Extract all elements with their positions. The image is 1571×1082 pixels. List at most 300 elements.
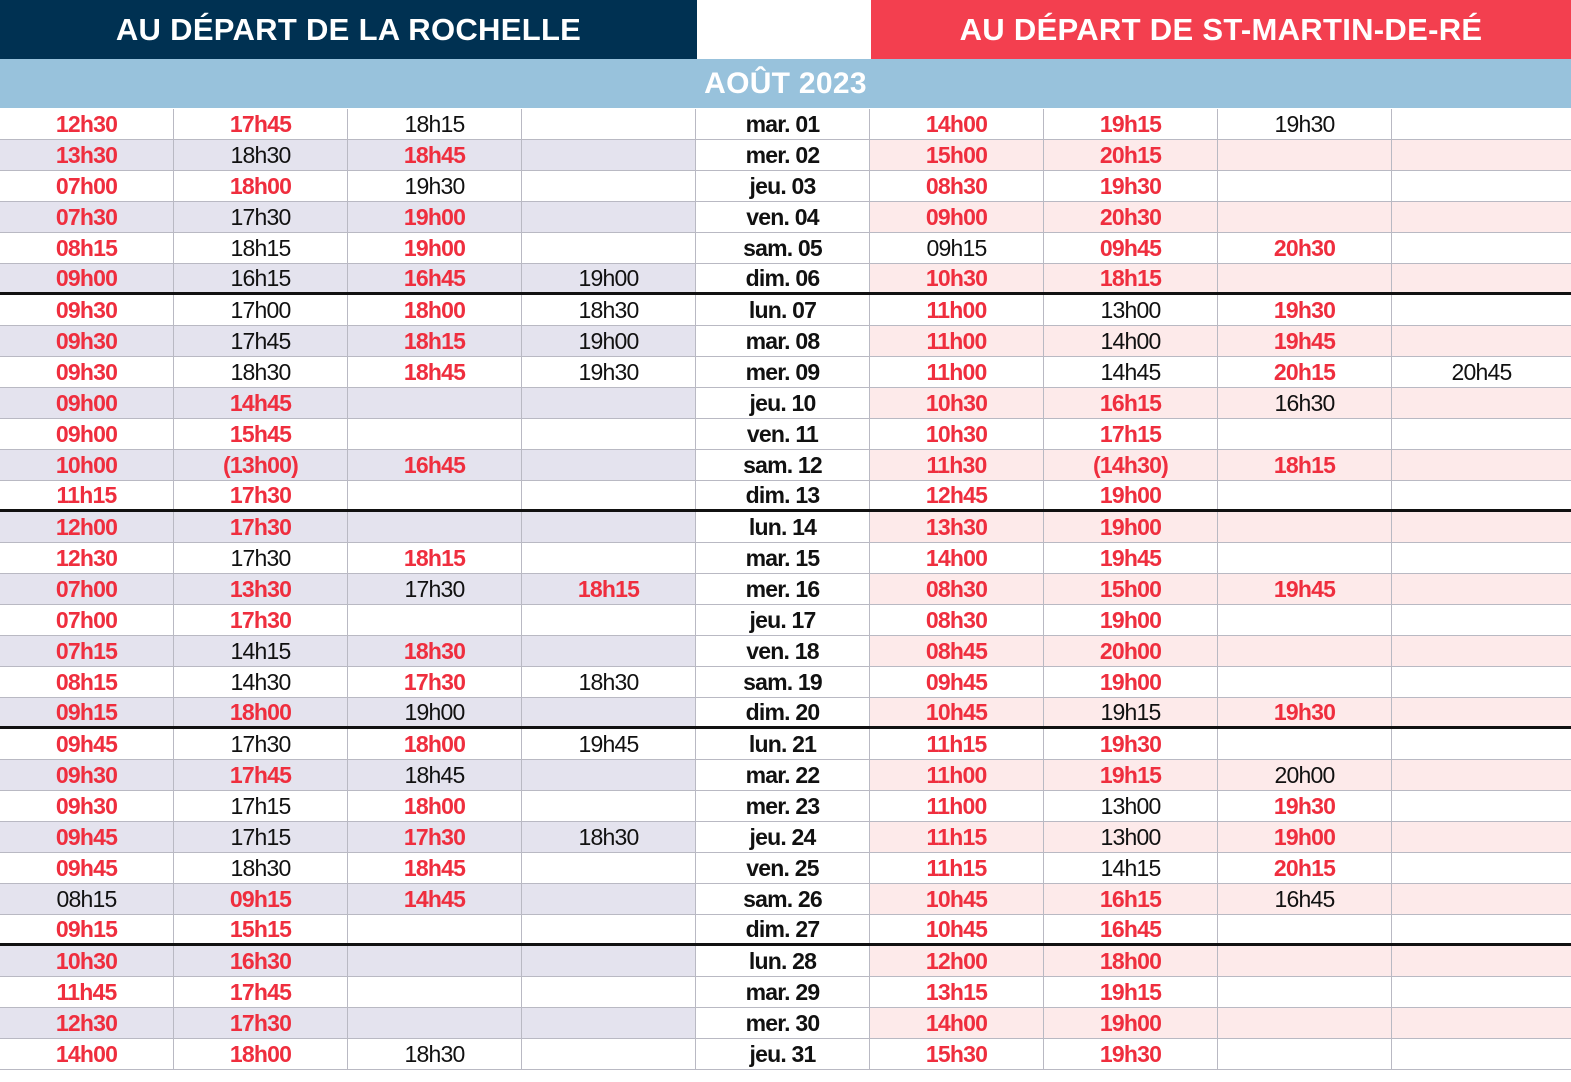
st-martin-departure-cell: 19h00 bbox=[1044, 512, 1218, 542]
la-rochelle-departure-cell: 17h15 bbox=[174, 822, 348, 852]
la-rochelle-departure-cell: 14h15 bbox=[174, 636, 348, 666]
st-martin-departure-cell bbox=[1218, 977, 1392, 1007]
la-rochelle-departure-cell: 18h00 bbox=[348, 295, 522, 325]
st-martin-departure-cell: 10h30 bbox=[870, 264, 1044, 292]
la-rochelle-departure-cell bbox=[348, 915, 522, 943]
la-rochelle-departure-cell: 17h30 bbox=[174, 605, 348, 635]
la-rochelle-departure-cell: 18h30 bbox=[522, 822, 696, 852]
date-cell: lun. 07 bbox=[696, 295, 870, 325]
header-st-martin-de-re: AU DÉPART DE ST-MARTIN-DE-RÉ bbox=[871, 0, 1571, 59]
st-martin-departure-cell: 09h15 bbox=[870, 233, 1044, 263]
st-martin-departure-cell: 20h00 bbox=[1218, 760, 1392, 790]
table-row bbox=[0, 822, 1571, 853]
st-martin-departure-cell: 11h00 bbox=[870, 791, 1044, 821]
la-rochelle-departure-cell: 18h15 bbox=[348, 109, 522, 139]
date-cell: mar. 29 bbox=[696, 977, 870, 1007]
st-martin-departure-cell bbox=[1392, 574, 1571, 604]
st-martin-departure-cell: 19h15 bbox=[1044, 760, 1218, 790]
la-rochelle-departure-cell: 17h30 bbox=[174, 729, 348, 759]
la-rochelle-departure-cell bbox=[522, 698, 696, 726]
st-martin-departure-cell: 13h00 bbox=[1044, 822, 1218, 852]
st-martin-departure-cell: 19h15 bbox=[1044, 698, 1218, 726]
table-row bbox=[0, 140, 1571, 171]
la-rochelle-departure-cell: 17h30 bbox=[348, 574, 522, 604]
la-rochelle-departure-cell: 08h15 bbox=[0, 884, 174, 914]
la-rochelle-departure-cell bbox=[522, 946, 696, 976]
table-row bbox=[0, 915, 1571, 946]
st-martin-departure-cell bbox=[1392, 760, 1571, 790]
st-martin-departure-cell: 16h15 bbox=[1044, 884, 1218, 914]
la-rochelle-departure-cell bbox=[522, 915, 696, 943]
la-rochelle-departure-cell: 17h45 bbox=[174, 326, 348, 356]
st-martin-departure-cell bbox=[1392, 295, 1571, 325]
la-rochelle-departure-cell: 12h30 bbox=[0, 543, 174, 573]
la-rochelle-departure-cell: 14h45 bbox=[174, 388, 348, 418]
la-rochelle-departure-cell: 17h30 bbox=[348, 822, 522, 852]
st-martin-departure-cell bbox=[1392, 388, 1571, 418]
table-row bbox=[0, 574, 1571, 605]
st-martin-departure-cell: 13h00 bbox=[1044, 791, 1218, 821]
la-rochelle-departure-cell: 08h15 bbox=[0, 233, 174, 263]
st-martin-departure-cell: 15h00 bbox=[1044, 574, 1218, 604]
st-martin-departure-cell: 11h15 bbox=[870, 853, 1044, 883]
la-rochelle-departure-cell: 09h00 bbox=[0, 419, 174, 449]
la-rochelle-departure-cell: 07h15 bbox=[0, 636, 174, 666]
st-martin-departure-cell: 08h30 bbox=[870, 171, 1044, 201]
date-cell: jeu. 03 bbox=[696, 171, 870, 201]
la-rochelle-departure-cell: 17h00 bbox=[174, 295, 348, 325]
la-rochelle-departure-cell bbox=[522, 760, 696, 790]
la-rochelle-departure-cell: 09h15 bbox=[0, 698, 174, 726]
st-martin-departure-cell: 19h45 bbox=[1044, 543, 1218, 573]
st-martin-departure-cell bbox=[1218, 481, 1392, 509]
st-martin-departure-cell bbox=[1392, 264, 1571, 292]
date-cell: mar. 01 bbox=[696, 109, 870, 139]
table-row bbox=[0, 760, 1571, 791]
table-row bbox=[0, 326, 1571, 357]
la-rochelle-departure-cell bbox=[522, 109, 696, 139]
st-martin-departure-cell: 19h15 bbox=[1044, 977, 1218, 1007]
table-row bbox=[0, 946, 1571, 977]
la-rochelle-departure-cell: 19h00 bbox=[348, 233, 522, 263]
st-martin-departure-cell bbox=[1218, 1039, 1392, 1069]
la-rochelle-departure-cell bbox=[522, 419, 696, 449]
la-rochelle-departure-cell bbox=[348, 419, 522, 449]
st-martin-departure-cell: 09h00 bbox=[870, 202, 1044, 232]
la-rochelle-departure-cell: 18h00 bbox=[174, 171, 348, 201]
la-rochelle-departure-cell: 14h45 bbox=[348, 884, 522, 914]
st-martin-departure-cell bbox=[1392, 109, 1571, 139]
date-cell: mer. 09 bbox=[696, 357, 870, 387]
st-martin-departure-cell: 16h45 bbox=[1044, 915, 1218, 943]
table-row bbox=[0, 171, 1571, 202]
st-martin-departure-cell bbox=[1218, 543, 1392, 573]
la-rochelle-departure-cell: 17h30 bbox=[174, 512, 348, 542]
table-row bbox=[0, 884, 1571, 915]
la-rochelle-departure-cell: 14h00 bbox=[0, 1039, 174, 1069]
st-martin-departure-cell bbox=[1392, 605, 1571, 635]
date-cell: sam. 19 bbox=[696, 667, 870, 697]
la-rochelle-departure-cell: 18h30 bbox=[174, 357, 348, 387]
la-rochelle-departure-cell bbox=[522, 512, 696, 542]
st-martin-departure-cell: 08h30 bbox=[870, 605, 1044, 635]
table-row bbox=[0, 357, 1571, 388]
la-rochelle-departure-cell: 09h30 bbox=[0, 326, 174, 356]
date-cell: lun. 14 bbox=[696, 512, 870, 542]
st-martin-departure-cell: 20h00 bbox=[1044, 636, 1218, 666]
la-rochelle-departure-cell: 13h30 bbox=[174, 574, 348, 604]
st-martin-departure-cell bbox=[1218, 419, 1392, 449]
la-rochelle-departure-cell bbox=[522, 202, 696, 232]
la-rochelle-departure-cell: 17h45 bbox=[174, 109, 348, 139]
st-martin-departure-cell: 16h45 bbox=[1218, 884, 1392, 914]
month-title: AOÛT 2023 bbox=[0, 59, 1571, 108]
la-rochelle-departure-cell: 09h30 bbox=[0, 760, 174, 790]
st-martin-departure-cell: 19h30 bbox=[1044, 1039, 1218, 1069]
date-cell: jeu. 24 bbox=[696, 822, 870, 852]
la-rochelle-departure-cell: 17h30 bbox=[174, 543, 348, 573]
table-row bbox=[0, 233, 1571, 264]
st-martin-departure-cell: 19h00 bbox=[1044, 667, 1218, 697]
st-martin-departure-cell: 20h15 bbox=[1218, 357, 1392, 387]
st-martin-departure-cell: 11h00 bbox=[870, 295, 1044, 325]
la-rochelle-departure-cell: 18h00 bbox=[174, 698, 348, 726]
la-rochelle-departure-cell bbox=[522, 884, 696, 914]
st-martin-departure-cell: 13h00 bbox=[1044, 295, 1218, 325]
la-rochelle-departure-cell: 17h30 bbox=[348, 667, 522, 697]
la-rochelle-departure-cell: 17h45 bbox=[174, 977, 348, 1007]
la-rochelle-departure-cell: 18h45 bbox=[348, 853, 522, 883]
la-rochelle-departure-cell: 09h30 bbox=[0, 295, 174, 325]
st-martin-departure-cell: 10h30 bbox=[870, 419, 1044, 449]
la-rochelle-departure-cell bbox=[522, 233, 696, 263]
st-martin-departure-cell: 12h45 bbox=[870, 481, 1044, 509]
la-rochelle-departure-cell: 19h00 bbox=[348, 698, 522, 726]
la-rochelle-departure-cell: 15h15 bbox=[174, 915, 348, 943]
date-cell: dim. 06 bbox=[696, 264, 870, 292]
schedule-table bbox=[0, 109, 1571, 1070]
st-martin-departure-cell bbox=[1392, 667, 1571, 697]
st-martin-departure-cell: 10h45 bbox=[870, 915, 1044, 943]
st-martin-departure-cell bbox=[1392, 202, 1571, 232]
st-martin-departure-cell: 11h15 bbox=[870, 822, 1044, 852]
la-rochelle-departure-cell bbox=[348, 946, 522, 976]
st-martin-departure-cell bbox=[1392, 729, 1571, 759]
la-rochelle-departure-cell: 09h45 bbox=[0, 822, 174, 852]
la-rochelle-departure-cell: 18h30 bbox=[174, 140, 348, 170]
st-martin-departure-cell: 19h00 bbox=[1044, 481, 1218, 509]
date-cell: ven. 25 bbox=[696, 853, 870, 883]
table-row bbox=[0, 264, 1571, 295]
date-cell: dim. 27 bbox=[696, 915, 870, 943]
st-martin-departure-cell bbox=[1218, 605, 1392, 635]
st-martin-departure-cell: 12h00 bbox=[870, 946, 1044, 976]
la-rochelle-departure-cell bbox=[522, 171, 696, 201]
table-row bbox=[0, 295, 1571, 326]
st-martin-departure-cell: 19h30 bbox=[1044, 729, 1218, 759]
st-martin-departure-cell: 11h00 bbox=[870, 326, 1044, 356]
st-martin-departure-cell: 20h15 bbox=[1218, 853, 1392, 883]
st-martin-departure-cell: 10h30 bbox=[870, 388, 1044, 418]
st-martin-departure-cell bbox=[1392, 853, 1571, 883]
la-rochelle-departure-cell: 18h15 bbox=[522, 574, 696, 604]
st-martin-departure-cell bbox=[1392, 946, 1571, 976]
la-rochelle-departure-cell: 18h30 bbox=[348, 1039, 522, 1069]
la-rochelle-departure-cell: 18h00 bbox=[174, 1039, 348, 1069]
st-martin-departure-cell bbox=[1392, 481, 1571, 509]
st-martin-departure-cell bbox=[1392, 140, 1571, 170]
st-martin-departure-cell: 10h45 bbox=[870, 884, 1044, 914]
la-rochelle-departure-cell: 18h00 bbox=[348, 791, 522, 821]
st-martin-departure-cell: 19h30 bbox=[1044, 171, 1218, 201]
st-martin-departure-cell bbox=[1218, 264, 1392, 292]
st-martin-departure-cell bbox=[1218, 140, 1392, 170]
st-martin-departure-cell: 20h45 bbox=[1451, 358, 1512, 385]
la-rochelle-departure-cell: 08h15 bbox=[0, 667, 174, 697]
st-martin-departure-cell: 19h30 bbox=[1218, 295, 1392, 325]
la-rochelle-departure-cell: 17h30 bbox=[174, 202, 348, 232]
la-rochelle-departure-cell bbox=[348, 512, 522, 542]
st-martin-departure-cell bbox=[1392, 450, 1571, 480]
la-rochelle-departure-cell: 09h15 bbox=[0, 915, 174, 943]
st-martin-departure-cell: 19h15 bbox=[1044, 109, 1218, 139]
la-rochelle-departure-cell bbox=[522, 543, 696, 573]
date-cell: jeu. 10 bbox=[696, 388, 870, 418]
la-rochelle-departure-cell bbox=[522, 977, 696, 1007]
st-martin-departure-cell: 19h30 bbox=[1218, 791, 1392, 821]
st-martin-departure-cell: 19h45 bbox=[1218, 574, 1392, 604]
st-martin-departure-cell: 08h30 bbox=[870, 574, 1044, 604]
st-martin-departure-cell: 11h00 bbox=[870, 760, 1044, 790]
la-rochelle-departure-cell: 18h30 bbox=[348, 636, 522, 666]
st-martin-departure-cell: 08h45 bbox=[870, 636, 1044, 666]
la-rochelle-departure-cell: 13h30 bbox=[0, 140, 174, 170]
la-rochelle-departure-cell: 18h15 bbox=[174, 233, 348, 263]
st-martin-departure-cell: 20h15 bbox=[1044, 140, 1218, 170]
table-row bbox=[0, 450, 1571, 481]
la-rochelle-departure-cell bbox=[522, 605, 696, 635]
st-martin-departure-cell: 17h15 bbox=[1044, 419, 1218, 449]
st-martin-departure-cell: 15h00 bbox=[870, 140, 1044, 170]
la-rochelle-departure-cell: 09h30 bbox=[0, 791, 174, 821]
st-martin-departure-cell: 20h30 bbox=[1218, 233, 1392, 263]
st-martin-departure-cell bbox=[1218, 1008, 1392, 1038]
la-rochelle-departure-cell: 18h30 bbox=[174, 853, 348, 883]
date-cell: dim. 13 bbox=[696, 481, 870, 509]
la-rochelle-departure-cell bbox=[522, 450, 696, 480]
st-martin-departure-cell: 14h00 bbox=[870, 1008, 1044, 1038]
la-rochelle-departure-cell: 09h00 bbox=[0, 388, 174, 418]
st-martin-departure-cell: 11h00 bbox=[870, 357, 1044, 387]
st-martin-departure-cell: 16h15 bbox=[1044, 388, 1218, 418]
table-row bbox=[0, 791, 1571, 822]
la-rochelle-departure-cell: 19h30 bbox=[348, 171, 522, 201]
la-rochelle-departure-cell: 11h15 bbox=[0, 481, 174, 509]
st-martin-departure-cell bbox=[1392, 791, 1571, 821]
date-cell: sam. 12 bbox=[696, 450, 870, 480]
st-martin-departure-cell bbox=[1392, 419, 1571, 449]
la-rochelle-departure-cell: 17h45 bbox=[174, 760, 348, 790]
st-martin-departure-cell bbox=[1392, 233, 1571, 263]
la-rochelle-departure-cell: 18h45 bbox=[348, 357, 522, 387]
la-rochelle-departure-cell bbox=[522, 1008, 696, 1038]
st-martin-departure-cell bbox=[1392, 171, 1571, 201]
la-rochelle-departure-cell: 16h45 bbox=[348, 264, 522, 292]
la-rochelle-departure-cell: 09h45 bbox=[0, 729, 174, 759]
header-la-rochelle: AU DÉPART DE LA ROCHELLE bbox=[0, 0, 697, 59]
la-rochelle-departure-cell: 12h30 bbox=[0, 109, 174, 139]
la-rochelle-departure-cell: 07h30 bbox=[0, 202, 174, 232]
st-martin-departure-cell: 14h45 bbox=[1044, 357, 1218, 387]
table-row bbox=[0, 419, 1571, 450]
la-rochelle-departure-cell: 16h30 bbox=[174, 946, 348, 976]
st-martin-departure-cell: 19h30 bbox=[1218, 698, 1392, 726]
st-martin-departure-cell: 18h00 bbox=[1044, 946, 1218, 976]
la-rochelle-departure-cell: 19h45 bbox=[522, 729, 696, 759]
la-rochelle-departure-cell: 10h00 bbox=[0, 450, 174, 480]
la-rochelle-departure-cell: 09h45 bbox=[0, 853, 174, 883]
st-martin-departure-cell: 14h00 bbox=[870, 543, 1044, 573]
la-rochelle-departure-cell: 17h15 bbox=[174, 791, 348, 821]
st-martin-departure-cell bbox=[1218, 667, 1392, 697]
table-row bbox=[0, 109, 1571, 140]
date-cell: mer. 23 bbox=[696, 791, 870, 821]
st-martin-departure-cell bbox=[1392, 326, 1571, 356]
la-rochelle-departure-cell: (13h00) bbox=[174, 450, 348, 480]
date-cell: dim. 20 bbox=[696, 698, 870, 726]
la-rochelle-departure-cell bbox=[348, 977, 522, 1007]
table-row bbox=[0, 698, 1571, 729]
la-rochelle-departure-cell: 12h00 bbox=[0, 512, 174, 542]
table-row bbox=[0, 977, 1571, 1008]
table-row bbox=[0, 388, 1571, 419]
date-cell: mar. 15 bbox=[696, 543, 870, 573]
la-rochelle-departure-cell: 19h30 bbox=[522, 357, 696, 387]
la-rochelle-departure-cell: 18h30 bbox=[522, 295, 696, 325]
la-rochelle-departure-cell: 09h30 bbox=[0, 357, 174, 387]
table-row bbox=[0, 729, 1571, 760]
st-martin-departure-cell: 19h45 bbox=[1218, 326, 1392, 356]
la-rochelle-departure-cell bbox=[522, 791, 696, 821]
st-martin-departure-cell: 13h30 bbox=[870, 512, 1044, 542]
table-row bbox=[0, 667, 1571, 698]
st-martin-departure-cell: 19h30 bbox=[1218, 109, 1392, 139]
st-martin-departure-cell: 16h30 bbox=[1218, 388, 1392, 418]
la-rochelle-departure-cell: 19h00 bbox=[348, 202, 522, 232]
date-cell: mar. 08 bbox=[696, 326, 870, 356]
date-cell: mer. 02 bbox=[696, 140, 870, 170]
date-cell: sam. 05 bbox=[696, 233, 870, 263]
la-rochelle-departure-cell bbox=[522, 853, 696, 883]
la-rochelle-departure-cell: 15h45 bbox=[174, 419, 348, 449]
table-row bbox=[0, 1008, 1571, 1039]
st-martin-departure-cell: (14h30) bbox=[1044, 450, 1218, 480]
la-rochelle-departure-cell bbox=[522, 1039, 696, 1069]
la-rochelle-departure-cell: 10h30 bbox=[0, 946, 174, 976]
st-martin-departure-cell: 18h15 bbox=[1218, 450, 1392, 480]
st-martin-departure-cell bbox=[1392, 884, 1571, 914]
header-spacer bbox=[697, 0, 871, 59]
st-martin-departure-cell: 11h15 bbox=[870, 729, 1044, 759]
st-martin-departure-cell bbox=[1218, 729, 1392, 759]
la-rochelle-departure-cell bbox=[522, 481, 696, 509]
date-cell: jeu. 31 bbox=[696, 1039, 870, 1069]
la-rochelle-departure-cell: 18h15 bbox=[348, 543, 522, 573]
st-martin-departure-cell bbox=[1218, 171, 1392, 201]
table-header bbox=[0, 0, 1571, 59]
la-rochelle-departure-cell: 11h45 bbox=[0, 977, 174, 1007]
la-rochelle-departure-cell: 18h45 bbox=[348, 140, 522, 170]
date-cell: ven. 18 bbox=[696, 636, 870, 666]
st-martin-departure-cell: 20h30 bbox=[1044, 202, 1218, 232]
st-martin-departure-cell: 14h00 bbox=[870, 109, 1044, 139]
la-rochelle-departure-cell: 09h00 bbox=[0, 264, 174, 292]
la-rochelle-departure-cell: 12h30 bbox=[0, 1008, 174, 1038]
table-row bbox=[0, 1039, 1571, 1070]
st-martin-departure-cell bbox=[1218, 636, 1392, 666]
la-rochelle-departure-cell bbox=[522, 388, 696, 418]
table-row bbox=[0, 481, 1571, 512]
la-rochelle-departure-cell: 17h30 bbox=[174, 481, 348, 509]
st-martin-departure-cell: 09h45 bbox=[870, 667, 1044, 697]
st-martin-departure-cell: 18h15 bbox=[1044, 264, 1218, 292]
la-rochelle-departure-cell: 19h00 bbox=[522, 264, 696, 292]
date-cell: jeu. 17 bbox=[696, 605, 870, 635]
st-martin-departure-cell bbox=[1392, 543, 1571, 573]
la-rochelle-departure-cell bbox=[348, 481, 522, 509]
date-cell: ven. 11 bbox=[696, 419, 870, 449]
la-rochelle-departure-cell: 18h15 bbox=[348, 326, 522, 356]
date-cell: ven. 04 bbox=[696, 202, 870, 232]
st-martin-departure-cell bbox=[1392, 977, 1571, 1007]
table-row bbox=[0, 543, 1571, 574]
la-rochelle-departure-cell bbox=[348, 388, 522, 418]
la-rochelle-departure-cell bbox=[522, 140, 696, 170]
la-rochelle-departure-cell: 16h45 bbox=[348, 450, 522, 480]
la-rochelle-departure-cell bbox=[522, 636, 696, 666]
la-rochelle-departure-cell bbox=[348, 1008, 522, 1038]
st-martin-departure-cell bbox=[1218, 915, 1392, 943]
st-martin-departure-cell bbox=[1392, 1008, 1571, 1038]
la-rochelle-departure-cell: 18h30 bbox=[522, 667, 696, 697]
st-martin-departure-cell bbox=[1218, 512, 1392, 542]
la-rochelle-departure-cell: 09h15 bbox=[174, 884, 348, 914]
table-row bbox=[0, 512, 1571, 543]
st-martin-departure-cell: 19h00 bbox=[1218, 822, 1392, 852]
st-martin-departure-cell: 11h30 bbox=[870, 450, 1044, 480]
la-rochelle-departure-cell: 19h00 bbox=[522, 326, 696, 356]
date-cell: mar. 22 bbox=[696, 760, 870, 790]
st-martin-departure-cell: 15h30 bbox=[870, 1039, 1044, 1069]
st-martin-departure-cell: 09h45 bbox=[1044, 233, 1218, 263]
la-rochelle-departure-cell: 07h00 bbox=[0, 171, 174, 201]
table-row bbox=[0, 202, 1571, 233]
st-martin-departure-cell: 13h15 bbox=[870, 977, 1044, 1007]
date-cell: sam. 26 bbox=[696, 884, 870, 914]
la-rochelle-departure-cell: 17h30 bbox=[174, 1008, 348, 1038]
la-rochelle-departure-cell: 16h15 bbox=[174, 264, 348, 292]
st-martin-departure-cell bbox=[1392, 1039, 1571, 1069]
date-cell: mer. 16 bbox=[696, 574, 870, 604]
st-martin-departure-cell: 14h00 bbox=[1044, 326, 1218, 356]
st-martin-departure-cell bbox=[1218, 946, 1392, 976]
st-martin-departure-cell bbox=[1392, 822, 1571, 852]
st-martin-departure-cell bbox=[1392, 915, 1571, 943]
date-cell: lun. 28 bbox=[696, 946, 870, 976]
st-martin-departure-cell bbox=[1392, 636, 1571, 666]
table-row bbox=[0, 853, 1571, 884]
date-cell: mer. 30 bbox=[696, 1008, 870, 1038]
